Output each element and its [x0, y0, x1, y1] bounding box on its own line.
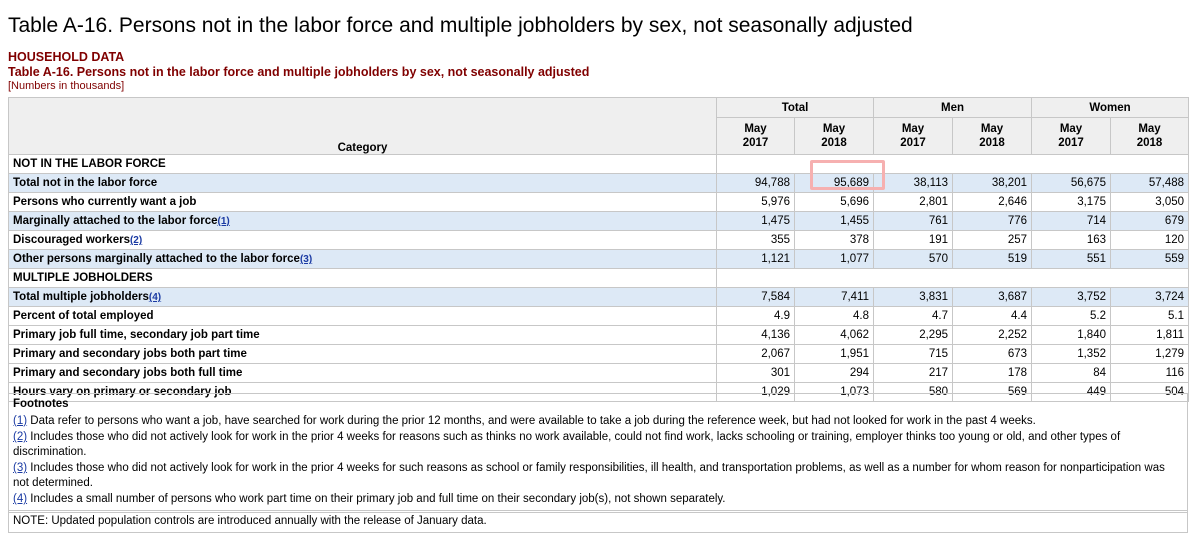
value-cell: 3,175: [1032, 193, 1111, 212]
category-header: Category: [9, 98, 717, 155]
value-cell: 5.1: [1111, 307, 1189, 326]
value-cell: 217: [874, 364, 953, 383]
value-cell: 257: [953, 231, 1032, 250]
group-header-women: Women: [1032, 98, 1189, 118]
value-cell: 2,646: [953, 193, 1032, 212]
column-year: 2018: [1136, 137, 1163, 149]
value-cell: 355: [717, 231, 795, 250]
section-title: NOT IN THE LABOR FORCE: [9, 155, 717, 174]
footnote-ref-link[interactable]: (2): [13, 431, 28, 443]
units-note: [Numbers in thousands]: [8, 80, 125, 92]
table-row: [9, 364, 1189, 383]
row-label: Discouraged workers: [13, 234, 130, 246]
table-row: [9, 212, 1189, 231]
value-cell: 1,811: [1111, 326, 1189, 345]
value-cell: 294: [795, 364, 874, 383]
value-cell: 95,689: [795, 174, 874, 193]
value-cell: 4.8: [795, 307, 874, 326]
section-blank-cell: [717, 269, 1189, 288]
footnote-item: [13, 492, 1183, 507]
row-label-cell: [9, 364, 717, 383]
column-year: 2017: [1058, 137, 1084, 149]
value-cell: 519: [953, 250, 1032, 269]
footnote-item: [13, 414, 1183, 429]
column-header-3: [953, 118, 1032, 155]
household-data-heading: HOUSEHOLD DATA: [8, 50, 125, 64]
footnote-link[interactable]: (3): [299, 254, 313, 265]
column-month: May: [1059, 123, 1083, 135]
section-row: [9, 155, 1189, 174]
section-row: [9, 269, 1189, 288]
value-cell: 1,121: [717, 250, 795, 269]
page-title: Table A-16. Persons not in the labor force and multiple jobholders by sex, not seasonally adjusted: [8, 14, 913, 37]
value-cell: 5,696: [795, 193, 874, 212]
footnote-link[interactable]: (2): [129, 235, 143, 246]
value-cell: 2,801: [874, 193, 953, 212]
value-cell: 178: [953, 364, 1032, 383]
column-header-5: [1111, 118, 1189, 155]
value-cell: 191: [874, 231, 953, 250]
value-cell: 120: [1111, 231, 1189, 250]
value-cell: 57,488: [1111, 174, 1189, 193]
footnote-ref-link[interactable]: (3): [13, 462, 28, 474]
value-cell: 1,455: [795, 212, 874, 231]
note-box: [8, 510, 1188, 533]
value-cell: 714: [1032, 212, 1111, 231]
value-cell: 56,675: [1032, 174, 1111, 193]
group-header-men: Men: [874, 98, 1032, 118]
value-cell: 7,584: [717, 288, 795, 307]
value-cell: 7,411: [795, 288, 874, 307]
row-label-cell: [9, 288, 717, 307]
footnotes-list: [13, 414, 1183, 507]
row-label: Persons who currently want a job: [13, 196, 197, 208]
column-year: 2017: [742, 137, 769, 149]
column-year: 2018: [979, 137, 1005, 149]
footnotes-title: Footnotes: [13, 398, 69, 410]
value-cell: 2,295: [874, 326, 953, 345]
row-label: Total multiple jobholders: [13, 291, 149, 303]
table-subtitle: Table A-16. Persons not in the labor force and multiple jobholders by sex, not seasonally adjusted: [8, 65, 590, 79]
value-cell: 5,976: [717, 193, 795, 212]
table-row: [9, 326, 1189, 345]
value-cell: 776: [953, 212, 1032, 231]
footnotes-box: [8, 393, 1188, 513]
table-row: [9, 250, 1189, 269]
section-title: MULTIPLE JOBHOLDERS: [9, 269, 717, 288]
value-cell: 580: [874, 383, 953, 402]
value-cell: 94,788: [717, 174, 795, 193]
value-cell: 3,831: [874, 288, 953, 307]
note-text: NOTE: Updated population controls are introduced annually with the release of January data.: [13, 515, 487, 527]
group-header-total: Total: [717, 98, 874, 118]
value-cell: 1,077: [795, 250, 874, 269]
footnote-text: Includes those who did not actively look for work in the prior 4 weeks for such reasons as school or family responsibilities, ill health, and transportation problems, as well as a number for whom reason for nonparticipation was not determined.: [13, 462, 1165, 489]
footnote-text: Includes a small number of persons who work part time on their primary job and full time on their secondary job(s), not shown separately.: [27, 493, 726, 505]
column-year: 2017: [900, 137, 926, 149]
value-cell: 301: [717, 364, 795, 383]
column-month: May: [901, 123, 925, 135]
value-cell: 3,752: [1032, 288, 1111, 307]
row-label: Hours vary on primary or secondary job: [13, 386, 232, 398]
data-table: [8, 97, 1189, 402]
footnote-item: [13, 430, 1183, 459]
table-row: [9, 288, 1189, 307]
value-cell: 4.7: [874, 307, 953, 326]
value-cell: 761: [874, 212, 953, 231]
table-row: [9, 231, 1189, 250]
column-header-4: [1032, 118, 1111, 155]
value-cell: 673: [953, 345, 1032, 364]
footnote-link[interactable]: (4): [148, 292, 162, 303]
column-month: May: [744, 123, 767, 135]
value-cell: 1,475: [717, 212, 795, 231]
footnote-ref-link[interactable]: (4): [13, 493, 28, 505]
value-cell: 1,029: [717, 383, 795, 402]
table-row: [9, 345, 1189, 364]
value-cell: 504: [1111, 383, 1189, 402]
row-label-cell: [9, 326, 717, 345]
column-month: May: [1138, 123, 1161, 135]
row-label: Total not in the labor force: [13, 177, 158, 189]
footnote-text: Includes those who did not actively look for work in the prior 4 weeks for reasons such as thinks no work available, could not find work, lacks schooling or training, employer thinks too young or old, and other types of discrimination.: [13, 431, 1121, 458]
value-cell: 163: [1032, 231, 1111, 250]
value-cell: 378: [795, 231, 874, 250]
row-label-cell: [9, 307, 717, 326]
value-cell: 38,113: [874, 174, 953, 193]
value-cell: 38,201: [953, 174, 1032, 193]
row-label-cell: [9, 174, 717, 193]
value-cell: 1,073: [795, 383, 874, 402]
column-header-2: [874, 118, 953, 155]
value-cell: 5.2: [1032, 307, 1111, 326]
value-cell: 1,951: [795, 345, 874, 364]
footnote-item: [13, 461, 1183, 490]
row-label: Primary and secondary jobs both part time: [13, 348, 247, 360]
column-header-1: [795, 118, 874, 155]
value-cell: 449: [1032, 383, 1111, 402]
table-row: [9, 174, 1189, 193]
value-cell: 84: [1032, 364, 1111, 383]
footnote-text: Data refer to persons who want a job, have searched for work during the prior 12 months, and were available to take a job during the reference week, but had not looked for work in the past 4 weeks.: [27, 414, 1036, 427]
value-cell: 2,252: [953, 326, 1032, 345]
table-header-block: [8, 50, 589, 93]
value-cell: 4,062: [795, 326, 874, 345]
column-year: 2018: [821, 137, 847, 149]
value-cell: 551: [1032, 250, 1111, 269]
table-row: [9, 193, 1189, 212]
row-label-cell: [9, 345, 717, 364]
value-cell: 1,279: [1111, 345, 1189, 364]
row-label-cell: [9, 212, 717, 231]
value-cell: 4.4: [953, 307, 1032, 326]
column-month: May: [980, 123, 1004, 135]
row-label-cell: [9, 231, 717, 250]
row-label: Other persons marginally attached to the labor force: [13, 253, 300, 265]
value-cell: 715: [874, 345, 953, 364]
section-blank-cell: [717, 155, 1189, 174]
value-cell: 3,050: [1111, 193, 1189, 212]
footnote-link[interactable]: (1): [217, 216, 230, 227]
value-cell: 4,136: [717, 326, 795, 345]
value-cell: 570: [874, 250, 953, 269]
row-label-cell: [9, 193, 717, 212]
value-cell: 3,687: [953, 288, 1032, 307]
column-header-0: [717, 118, 795, 155]
value-cell: 1,352: [1032, 345, 1111, 364]
value-cell: 3,724: [1111, 288, 1189, 307]
value-cell: 569: [953, 383, 1032, 402]
footnote-ref-link[interactable]: (1): [13, 414, 28, 427]
value-cell: 2,067: [717, 345, 795, 364]
value-cell: 559: [1111, 250, 1189, 269]
value-cell: 4.9: [717, 307, 795, 326]
column-month: May: [822, 123, 846, 135]
row-label: Percent of total employed: [13, 310, 154, 322]
value-cell: 1,840: [1032, 326, 1111, 345]
row-label: Primary and secondary jobs both full time: [13, 367, 243, 379]
value-cell: 116: [1111, 364, 1189, 383]
table-body: [9, 155, 1189, 402]
table-row: [9, 307, 1189, 326]
row-label-cell: [9, 250, 717, 269]
row-label: Primary job full time, secondary job part time: [13, 329, 260, 341]
value-cell: 679: [1111, 212, 1189, 231]
row-label: Marginally attached to the labor force: [13, 215, 218, 227]
